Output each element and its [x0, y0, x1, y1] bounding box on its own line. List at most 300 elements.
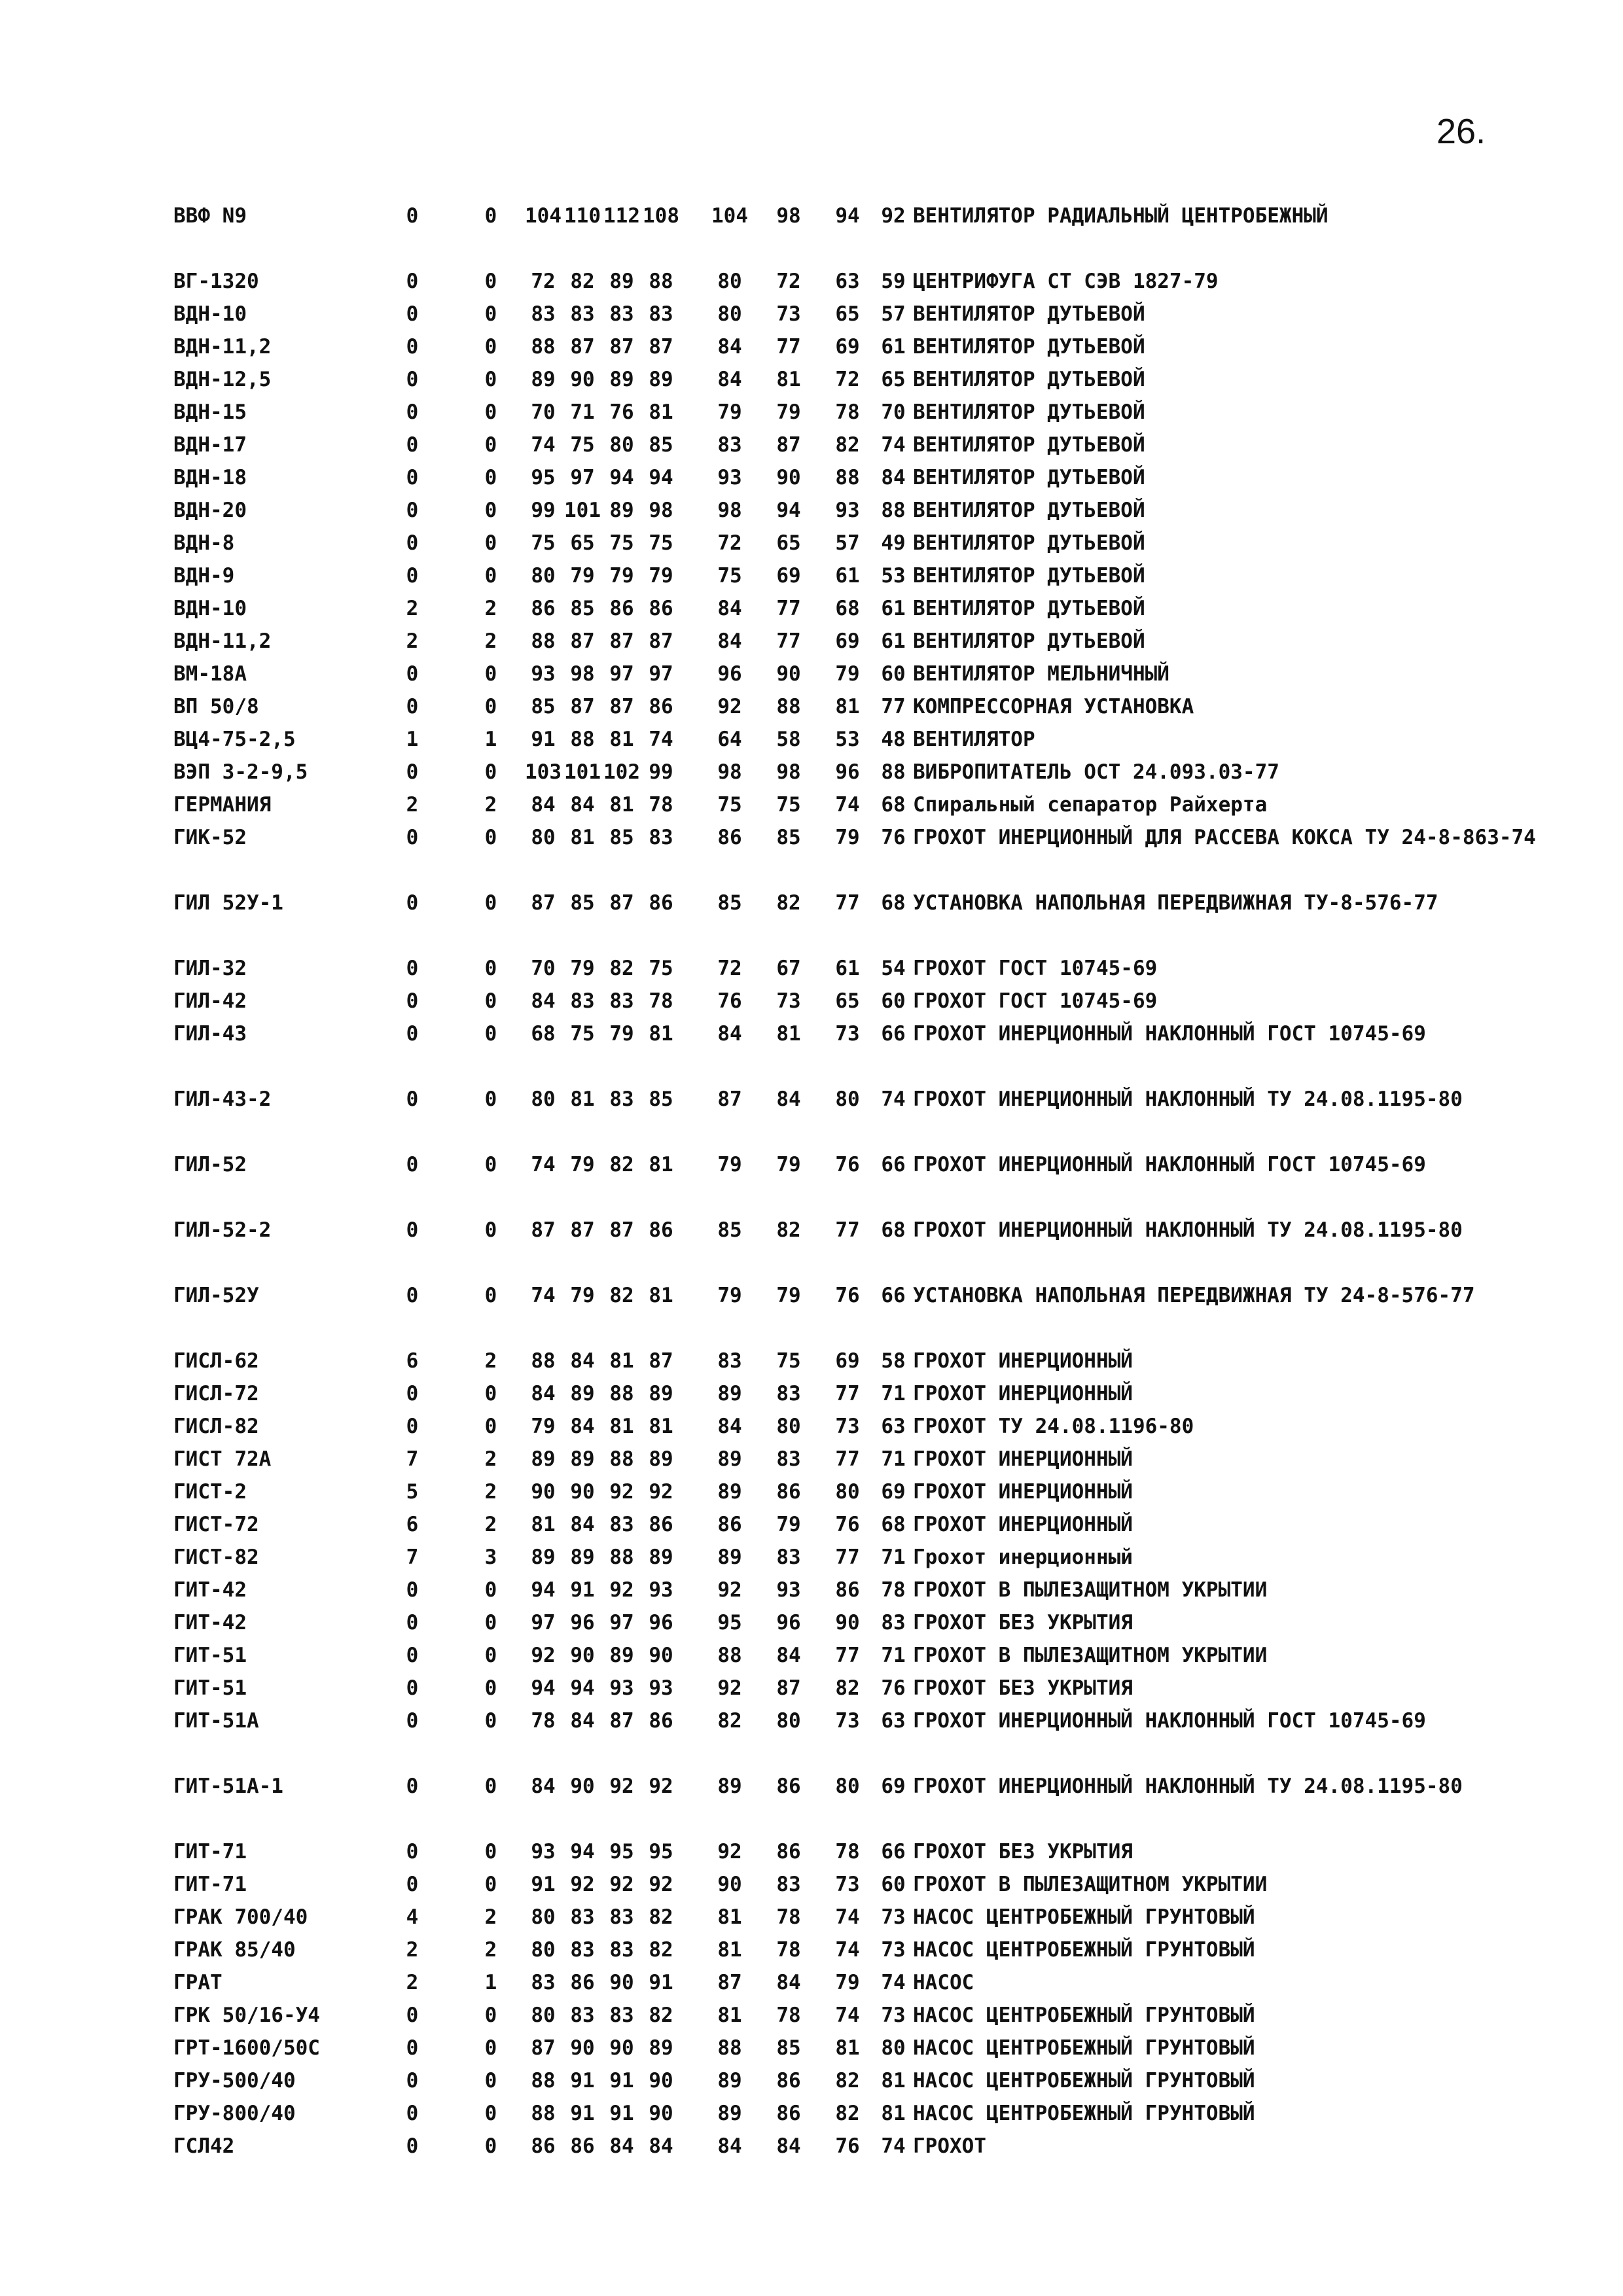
octave-level: 72: [717, 531, 742, 555]
octave-level: 75: [649, 531, 673, 555]
octave-level: 68: [881, 891, 906, 915]
octave-level: 89: [649, 1382, 673, 1405]
count-1: 2: [406, 1938, 419, 1962]
octave-level: 78: [835, 1840, 860, 1863]
octave-level: 48: [881, 728, 906, 751]
octave-level: 79: [609, 564, 634, 588]
octave-level: 71: [881, 1382, 906, 1405]
count-2: 0: [484, 1644, 497, 1667]
octave-level: 81: [570, 1087, 595, 1111]
table-row: [0, 1835, 1623, 1868]
table-row: [0, 396, 1623, 429]
count-1: 0: [406, 531, 419, 555]
count-2: 1: [484, 728, 497, 751]
octave-level: 83: [609, 1513, 634, 1536]
equipment-description: ГРОХОТ ГОСТ 10745-69: [913, 989, 1158, 1013]
equipment-description: ГРОХОТ ИНЕРЦИОННЫЙ: [913, 1349, 1133, 1373]
count-1: 0: [406, 1578, 419, 1602]
octave-level: 87: [649, 629, 673, 653]
octave-level: 80: [531, 1087, 556, 1111]
octave-level: 89: [717, 2102, 742, 2125]
octave-level: 82: [835, 2102, 860, 2125]
count-1: 0: [406, 1873, 419, 1896]
table-row: [0, 1410, 1623, 1443]
octave-level: 93: [531, 1840, 556, 1863]
octave-level: 89: [531, 368, 556, 391]
octave-level: 92: [717, 1840, 742, 1863]
octave-level: 81: [609, 1415, 634, 1438]
table-row: [0, 1704, 1623, 1770]
octave-level: 75: [609, 531, 634, 555]
octave-level: 80: [776, 1709, 801, 1733]
equipment-code: ГИТ-51А: [173, 1709, 259, 1733]
octave-level: 70: [531, 957, 556, 980]
count-2: 2: [484, 1513, 497, 1536]
octave-level: 74: [835, 2004, 860, 2027]
count-2: 0: [484, 989, 497, 1013]
octave-level: 88: [531, 2069, 556, 2093]
octave-level: 83: [776, 1545, 801, 1569]
octave-level: 92: [531, 1644, 556, 1667]
octave-level: 80: [531, 1905, 556, 1929]
octave-level: 80: [717, 302, 742, 326]
octave-level: 73: [881, 1905, 906, 1929]
octave-level: 82: [609, 1284, 634, 1307]
octave-level: 74: [835, 1938, 860, 1962]
count-2: 2: [484, 629, 497, 653]
octave-level: 65: [835, 989, 860, 1013]
equipment-description: УСТАНОВКА НАПОЛЬНАЯ ПЕРЕДВИЖНАЯ ТУ 24-8-576-77: [913, 1284, 1475, 1307]
octave-level: 73: [881, 2004, 906, 2027]
octave-level: 85: [570, 597, 595, 620]
octave-level: 54: [881, 957, 906, 980]
octave-level: 73: [776, 302, 801, 326]
count-2: 1: [484, 1971, 497, 1994]
count-2: 0: [484, 368, 497, 391]
octave-level: 68: [881, 793, 906, 817]
octave-level: 88: [776, 695, 801, 718]
octave-level: 77: [776, 629, 801, 653]
octave-level: 84: [531, 793, 556, 817]
octave-level: 94: [531, 1676, 556, 1700]
octave-level: 63: [881, 1415, 906, 1438]
octave-level: 83: [649, 826, 673, 849]
table-row: [0, 265, 1623, 298]
octave-level: 88: [609, 1447, 634, 1471]
octave-level: 73: [835, 1022, 860, 1046]
octave-level: 85: [776, 2036, 801, 2060]
count-1: 0: [406, 1153, 419, 1176]
count-2: 0: [484, 891, 497, 915]
octave-level: 89: [649, 1447, 673, 1471]
equipment-code: ВВФ N9: [173, 204, 247, 228]
octave-level: 97: [609, 662, 634, 686]
octave-level: 77: [776, 335, 801, 359]
table-row: [0, 1345, 1623, 1377]
octave-level: 85: [531, 695, 556, 718]
equipment-code: ГИЛ-42: [173, 989, 247, 1013]
equipment-code: ВДН-12,5: [173, 368, 272, 391]
octave-level: 68: [531, 1022, 556, 1046]
octave-level: 79: [835, 662, 860, 686]
octave-level: 81: [881, 2069, 906, 2093]
equipment-code: ГИТ-42: [173, 1578, 247, 1602]
octave-level: 98: [776, 204, 801, 228]
equipment-description: НАСОС: [913, 1971, 974, 1994]
octave-level: 75: [570, 433, 595, 457]
octave-level: 80: [531, 826, 556, 849]
octave-level: 87: [570, 629, 595, 653]
equipment-code: ГИТ-51: [173, 1644, 247, 1667]
octave-level: 75: [570, 1022, 595, 1046]
octave-level: 81: [717, 1938, 742, 1962]
equipment-code: ВМ-18А: [173, 662, 247, 686]
octave-level: 66: [881, 1022, 906, 1046]
octave-level: 76: [835, 2134, 860, 2158]
equipment-description: ГРОХОТ ИНЕРЦИОННЫЙ ДЛЯ РАССЕВА КОКСА ТУ 24-8-863-74: [913, 826, 1536, 849]
equipment-noise-table: [0, 200, 1623, 2163]
table-row: [0, 1606, 1623, 1639]
octave-level: 57: [881, 302, 906, 326]
octave-level: 94: [835, 204, 860, 228]
equipment-code: ГЕРМАНИЯ: [173, 793, 272, 817]
octave-level: 112: [603, 204, 640, 228]
octave-level: 86: [776, 2069, 801, 2093]
octave-level: 76: [835, 1284, 860, 1307]
octave-level: 83: [531, 1971, 556, 1994]
equipment-description: ГРОХОТ ИНЕРЦИОННЫЙ НАКЛОННЫЙ ТУ 24.08.1195-80: [913, 1775, 1463, 1798]
octave-level: 93: [835, 499, 860, 522]
octave-level: 81: [649, 1153, 673, 1176]
octave-level: 74: [531, 1284, 556, 1307]
count-2: 0: [484, 1709, 497, 1733]
count-1: 1: [406, 728, 419, 751]
octave-level: 80: [835, 1775, 860, 1798]
octave-level: 92: [609, 1578, 634, 1602]
octave-level: 93: [717, 466, 742, 489]
equipment-code: ГРК 50/16-У4: [173, 2004, 320, 2027]
equipment-code: ГИК-52: [173, 826, 247, 849]
octave-level: 81: [649, 1415, 673, 1438]
octave-level: 75: [776, 793, 801, 817]
octave-level: 86: [531, 597, 556, 620]
table-row: [0, 1475, 1623, 1508]
octave-level: 84: [717, 1415, 742, 1438]
equipment-description: НАСОС ЦЕНТРОБЕЖНЫЙ ГРУНТОВЫЙ: [913, 1905, 1255, 1929]
equipment-code: ГИСТ-2: [173, 1480, 247, 1504]
octave-level: 84: [776, 1644, 801, 1667]
octave-level: 97: [649, 662, 673, 686]
equipment-code: ВДН-18: [173, 466, 247, 489]
count-1: 0: [406, 400, 419, 424]
octave-level: 86: [649, 1513, 673, 1536]
count-2: 0: [484, 1087, 497, 1111]
octave-level: 83: [570, 2004, 595, 2027]
octave-level: 74: [881, 2134, 906, 2158]
octave-level: 86: [776, 1840, 801, 1863]
count-2: 0: [484, 270, 497, 293]
table-row: [0, 985, 1623, 1017]
octave-level: 80: [776, 1415, 801, 1438]
octave-level: 97: [570, 466, 595, 489]
octave-level: 87: [531, 891, 556, 915]
octave-level: 91: [609, 2102, 634, 2125]
octave-level: 87: [717, 1971, 742, 1994]
octave-level: 82: [649, 1938, 673, 1962]
table-row: [0, 2097, 1623, 2130]
octave-level: 92: [881, 204, 906, 228]
octave-level: 81: [717, 1905, 742, 1929]
count-1: 0: [406, 1840, 419, 1863]
octave-level: 74: [835, 793, 860, 817]
octave-level: 83: [570, 1938, 595, 1962]
octave-level: 89: [531, 1545, 556, 1569]
octave-level: 83: [609, 302, 634, 326]
octave-level: 86: [776, 1775, 801, 1798]
octave-level: 49: [881, 531, 906, 555]
octave-level: 71: [881, 1545, 906, 1569]
equipment-code: ВДН-10: [173, 597, 247, 620]
count-1: 2: [406, 597, 419, 620]
octave-level: 60: [881, 989, 906, 1013]
count-1: 0: [406, 891, 419, 915]
count-1: 2: [406, 1971, 419, 1994]
count-2: 0: [484, 826, 497, 849]
count-2: 0: [484, 2036, 497, 2060]
octave-level: 92: [609, 1480, 634, 1504]
octave-level: 60: [881, 662, 906, 686]
octave-level: 83: [881, 1611, 906, 1634]
octave-level: 72: [776, 270, 801, 293]
page-number: 26.: [1436, 112, 1486, 151]
count-1: 6: [406, 1513, 419, 1536]
octave-level: 90: [570, 2036, 595, 2060]
octave-level: 78: [776, 1905, 801, 1929]
count-1: 0: [406, 2134, 419, 2158]
count-1: 0: [406, 1676, 419, 1700]
count-1: 0: [406, 335, 419, 359]
octave-level: 87: [776, 1676, 801, 1700]
octave-level: 82: [649, 2004, 673, 2027]
octave-level: 77: [835, 1382, 860, 1405]
octave-level: 84: [570, 1513, 595, 1536]
equipment-description: ВЕНТИЛЯТОР: [913, 728, 1035, 751]
octave-level: 81: [570, 826, 595, 849]
equipment-description: ГРОХОТ ИНЕРЦИОННЫЙ НАКЛОННЫЙ ТУ 24.08.1195-80: [913, 1087, 1463, 1111]
octave-level: 83: [609, 2004, 634, 2027]
octave-level: 87: [570, 335, 595, 359]
table-row: [0, 494, 1623, 527]
octave-level: 79: [531, 1415, 556, 1438]
octave-level: 96: [717, 662, 742, 686]
octave-level: 69: [881, 1480, 906, 1504]
octave-level: 81: [609, 728, 634, 751]
octave-level: 89: [717, 2069, 742, 2093]
octave-level: 97: [531, 1611, 556, 1634]
equipment-code: ВДН-20: [173, 499, 247, 522]
equipment-description: ГРОХОТ В ПЫЛЕЗАЩИТНОМ УКРЫТИИ: [913, 1578, 1268, 1602]
octave-level: 65: [881, 368, 906, 391]
count-1: 0: [406, 1284, 419, 1307]
octave-level: 86: [649, 1709, 673, 1733]
table-row: [0, 1901, 1623, 1934]
octave-level: 81: [531, 1513, 556, 1536]
octave-level: 79: [717, 1284, 742, 1307]
table-row: [0, 1083, 1623, 1148]
table-row: [0, 788, 1623, 821]
octave-level: 66: [881, 1840, 906, 1863]
octave-level: 86: [717, 826, 742, 849]
count-2: 2: [484, 1349, 497, 1373]
equipment-description: НАСОС ЦЕНТРОБЕЖНЫЙ ГРУНТОВЫЙ: [913, 1938, 1255, 1962]
count-1: 0: [406, 204, 419, 228]
count-1: 0: [406, 989, 419, 1013]
octave-level: 83: [649, 302, 673, 326]
count-2: 0: [484, 499, 497, 522]
octave-level: 79: [835, 826, 860, 849]
equipment-code: ГИЛ-43: [173, 1022, 247, 1046]
octave-level: 82: [609, 957, 634, 980]
count-2: 0: [484, 564, 497, 588]
octave-level: 94: [649, 466, 673, 489]
table-row: [0, 625, 1623, 658]
count-2: 0: [484, 957, 497, 980]
equipment-code: ГРАК 85/40: [173, 1938, 296, 1962]
octave-level: 91: [531, 728, 556, 751]
octave-level: 69: [881, 1775, 906, 1798]
octave-level: 77: [835, 1447, 860, 1471]
equipment-code: ГИТ-51А-1: [173, 1775, 283, 1798]
count-2: 0: [484, 2134, 497, 2158]
count-1: 0: [406, 2004, 419, 2027]
count-1: 0: [406, 368, 419, 391]
octave-level: 78: [881, 1578, 906, 1602]
octave-level: 87: [609, 891, 634, 915]
octave-level: 87: [570, 1218, 595, 1242]
count-1: 0: [406, 302, 419, 326]
octave-level: 89: [609, 368, 634, 391]
octave-level: 83: [717, 433, 742, 457]
octave-level: 80: [531, 564, 556, 588]
octave-level: 87: [649, 1349, 673, 1373]
count-2: 0: [484, 1873, 497, 1896]
octave-level: 69: [835, 1349, 860, 1373]
octave-level: 76: [881, 826, 906, 849]
equipment-description: ВЕНТИЛЯТОР ДУТЬЕВОЙ: [913, 433, 1145, 457]
octave-level: 98: [717, 499, 742, 522]
octave-level: 91: [570, 1578, 595, 1602]
octave-level: 57: [835, 531, 860, 555]
equipment-code: ГИСЛ-62: [173, 1349, 259, 1373]
table-row: [0, 1574, 1623, 1606]
octave-level: 69: [835, 335, 860, 359]
octave-level: 82: [835, 2069, 860, 2093]
table-row: [0, 1148, 1623, 1214]
octave-level: 82: [776, 1218, 801, 1242]
octave-level: 88: [717, 1644, 742, 1667]
octave-level: 87: [570, 695, 595, 718]
count-1: 0: [406, 1218, 419, 1242]
octave-level: 90: [776, 662, 801, 686]
count-1: 0: [406, 2069, 419, 2093]
octave-level: 66: [881, 1153, 906, 1176]
octave-level: 75: [531, 531, 556, 555]
octave-level: 82: [649, 1905, 673, 1929]
count-2: 0: [484, 466, 497, 489]
octave-level: 73: [776, 989, 801, 1013]
equipment-description: НАСОС ЦЕНТРОБЕЖНЫЙ ГРУНТОВЫЙ: [913, 2069, 1255, 2093]
octave-level: 88: [649, 270, 673, 293]
octave-level: 77: [776, 597, 801, 620]
octave-level: 94: [609, 466, 634, 489]
octave-level: 90: [776, 466, 801, 489]
octave-level: 61: [881, 597, 906, 620]
octave-level: 90: [649, 2102, 673, 2125]
octave-level: 98: [776, 760, 801, 784]
octave-level: 79: [609, 1022, 634, 1046]
equipment-description: НАСОС ЦЕНТРОБЕЖНЫЙ ГРУНТОВЫЙ: [913, 2102, 1255, 2125]
octave-level: 61: [835, 957, 860, 980]
equipment-description: ГРОХОТ В ПЫЛЕЗАЩИТНОМ УКРЫТИИ: [913, 1644, 1268, 1667]
octave-level: 79: [776, 1284, 801, 1307]
octave-level: 65: [570, 531, 595, 555]
octave-level: 103: [525, 760, 562, 784]
equipment-code: ВЭП 3-2-9,5: [173, 760, 308, 784]
octave-level: 89: [717, 1382, 742, 1405]
equipment-code: ГРТ-1600/50С: [173, 2036, 320, 2060]
octave-level: 79: [776, 1513, 801, 1536]
equipment-code: ВДН-11,2: [173, 335, 272, 359]
octave-level: 83: [776, 1382, 801, 1405]
equipment-description: ВЕНТИЛЯТОР ДУТЬЕВОЙ: [913, 368, 1145, 391]
octave-level: 63: [835, 270, 860, 293]
octave-level: 93: [531, 662, 556, 686]
octave-level: 81: [609, 793, 634, 817]
count-2: 0: [484, 662, 497, 686]
octave-level: 92: [649, 1480, 673, 1504]
equipment-description: ВЕНТИЛЯТОР ДУТЬЕВОЙ: [913, 400, 1145, 424]
count-2: 0: [484, 2069, 497, 2093]
octave-level: 90: [609, 2036, 634, 2060]
octave-level: 74: [881, 1087, 906, 1111]
octave-level: 89: [717, 1447, 742, 1471]
table-row: [0, 1541, 1623, 1574]
octave-level: 87: [776, 433, 801, 457]
octave-level: 85: [609, 826, 634, 849]
octave-level: 89: [570, 1545, 595, 1569]
octave-level: 76: [881, 1676, 906, 1700]
octave-level: 89: [609, 1644, 634, 1667]
octave-level: 89: [649, 2036, 673, 2060]
count-2: 3: [484, 1545, 497, 1569]
octave-level: 58: [776, 728, 801, 751]
octave-level: 93: [776, 1578, 801, 1602]
octave-level: 95: [649, 1840, 673, 1863]
octave-level: 83: [609, 1938, 634, 1962]
octave-level: 86: [570, 2134, 595, 2158]
count-1: 5: [406, 1480, 419, 1504]
octave-level: 80: [531, 2004, 556, 2027]
octave-level: 88: [531, 2102, 556, 2125]
octave-level: 89: [649, 1545, 673, 1569]
count-2: 0: [484, 2102, 497, 2125]
octave-level: 61: [881, 629, 906, 653]
octave-level: 88: [609, 1382, 634, 1405]
octave-level: 76: [835, 1513, 860, 1536]
octave-level: 88: [881, 499, 906, 522]
equipment-code: ГРАК 700/40: [173, 1905, 308, 1929]
octave-level: 73: [835, 1709, 860, 1733]
